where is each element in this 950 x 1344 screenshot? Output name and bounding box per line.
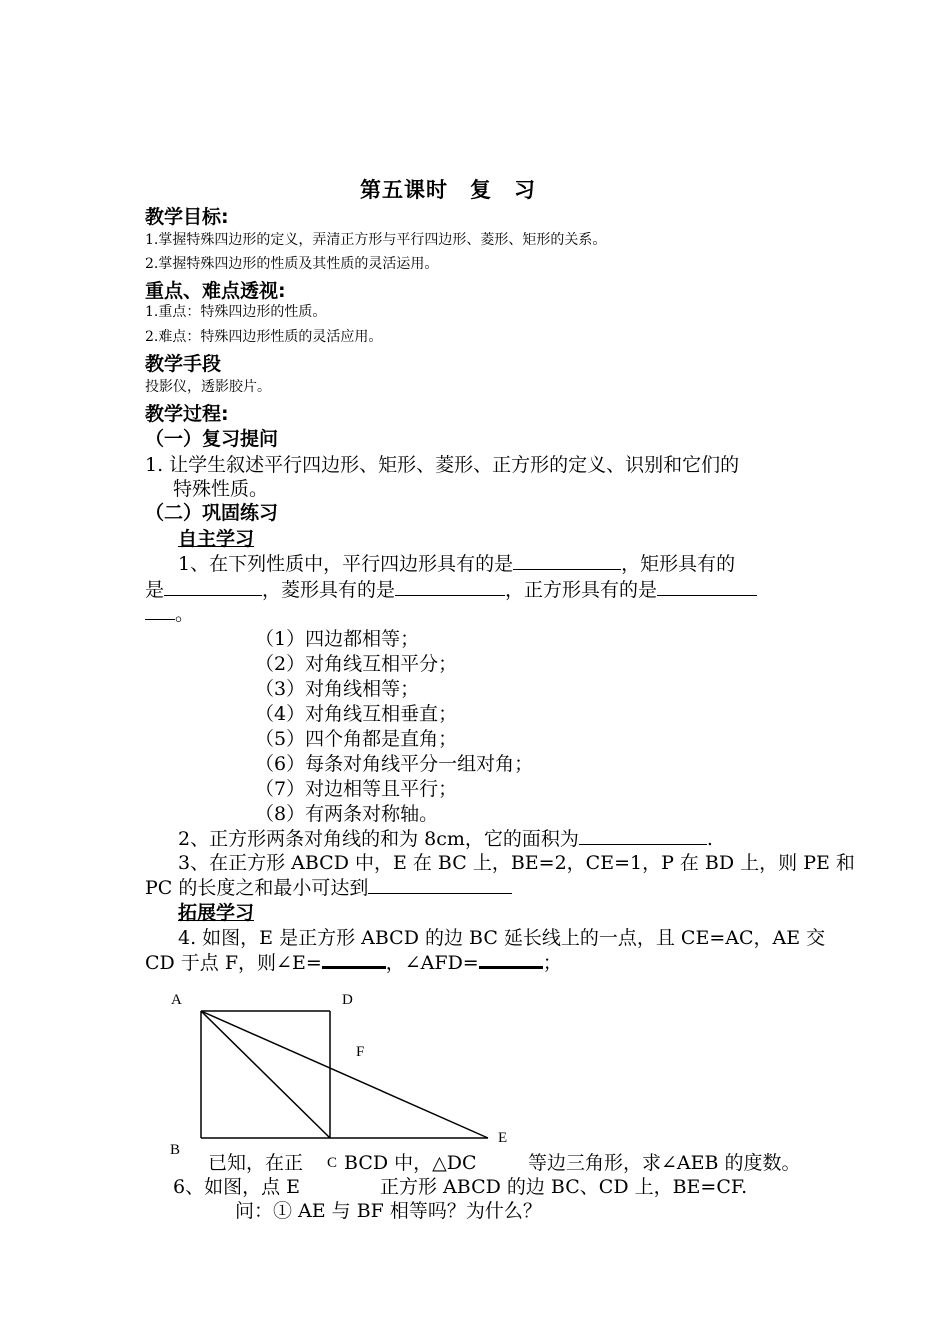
- question-1-line2: 特殊性质。: [173, 478, 269, 500]
- exercise-4-line1: 4. 如图，E 是正方形 ABCD 的边 BC 延长线上的一点，且 CE=AC，AE 交: [178, 927, 826, 949]
- exercise-5-fragment-c: 等边三角形，求∠AEB 的度数。: [528, 1152, 801, 1174]
- exercise-2: 2、正方形两条对角线的和为 8cm，它的面积为 .: [178, 828, 713, 850]
- exercise-5-fragment-b: BCD 中，△DC: [344, 1152, 477, 1174]
- objective-item-2: 2.掌握特殊四边形的性质及其性质的灵活运用。: [145, 256, 439, 272]
- means-heading: 教学手段: [145, 353, 222, 375]
- option-5: （5）四个角都是直角；: [255, 728, 458, 750]
- label-f: F: [356, 1044, 365, 1060]
- objectives-heading: 教学目标:: [145, 206, 229, 228]
- exercise-3-line1: 3、在正方形 ABCD 中，E 在 BC 上，BE=2，CE=1，P 在 BD 上，则 PE 和: [178, 852, 855, 874]
- keypoint-item-2: 2.难点：特殊四边形性质的灵活应用。: [145, 329, 383, 345]
- self-study-heading: 自主学习: [178, 528, 255, 550]
- exercise-1-line3: 。: [145, 599, 194, 626]
- option-2: （2）对角线互相平分；: [255, 653, 458, 675]
- extension-heading: 拓展学习: [178, 902, 255, 924]
- exercise-3-line2: PC 的长度之和最小可达到: [145, 873, 512, 900]
- option-1: （1）四边都相等；: [255, 628, 420, 650]
- part2-heading: （二）巩固练习: [145, 502, 279, 524]
- option-3: （3）对角线相等；: [255, 678, 420, 700]
- exercise-6-fragment-rest: 正方形 ABCD 的边 BC、CD 上，BE=CF.: [380, 1176, 748, 1198]
- exercise-4-line2: CD 于点 F，则∠E= ，∠AFD= ；: [145, 948, 562, 975]
- label-c: C: [327, 1155, 338, 1171]
- label-a: A: [171, 992, 182, 1008]
- part1-heading: （一）复习提问: [145, 428, 279, 450]
- keypoint-item-1: 1.重点：特殊四边形的性质。: [145, 304, 327, 320]
- label-e: E: [498, 1130, 508, 1146]
- question-1-line1: 1. 让学生叙述平行四边形、矩形、菱形、正方形的定义、识别和它们的: [145, 454, 740, 476]
- exercise-1-line1: 1、在下列性质中，平行四边形具有的是 ，矩形具有的: [178, 553, 736, 575]
- keypoints-heading: 重点、难点透视:: [145, 280, 286, 302]
- option-7: （7）对边相等且平行；: [255, 778, 458, 800]
- option-8: （8）有两条对称轴。: [255, 803, 439, 825]
- exercise-1-line2: 是 ，菱形具有的是 ，正方形具有的是: [145, 575, 757, 602]
- exercise-6-question-1: 问：① AE 与 BF 相等吗？为什么？: [235, 1200, 542, 1222]
- page-title: 第五课时 复 习: [360, 178, 536, 202]
- objective-item-1: 1.掌握特殊四边形的定义，弄清正方形与平行四边形、菱形、矩形的关系。: [145, 232, 607, 248]
- exercise-5-fragment-a: 已知，在正: [208, 1152, 304, 1174]
- means-text: 投影仪，透影胶片。: [145, 379, 271, 395]
- line-ae: [201, 1011, 488, 1138]
- diagonal-ac: [201, 1011, 330, 1138]
- label-b: B: [170, 1142, 181, 1158]
- option-6: （6）每条对角线平分一组对角；: [255, 753, 534, 775]
- label-d: D: [342, 992, 353, 1008]
- exercise-6-fragment-num: 6、如图，点 E: [173, 1176, 300, 1198]
- process-heading: 教学过程:: [145, 403, 229, 425]
- option-4: （4）对角线互相垂直；: [255, 703, 458, 725]
